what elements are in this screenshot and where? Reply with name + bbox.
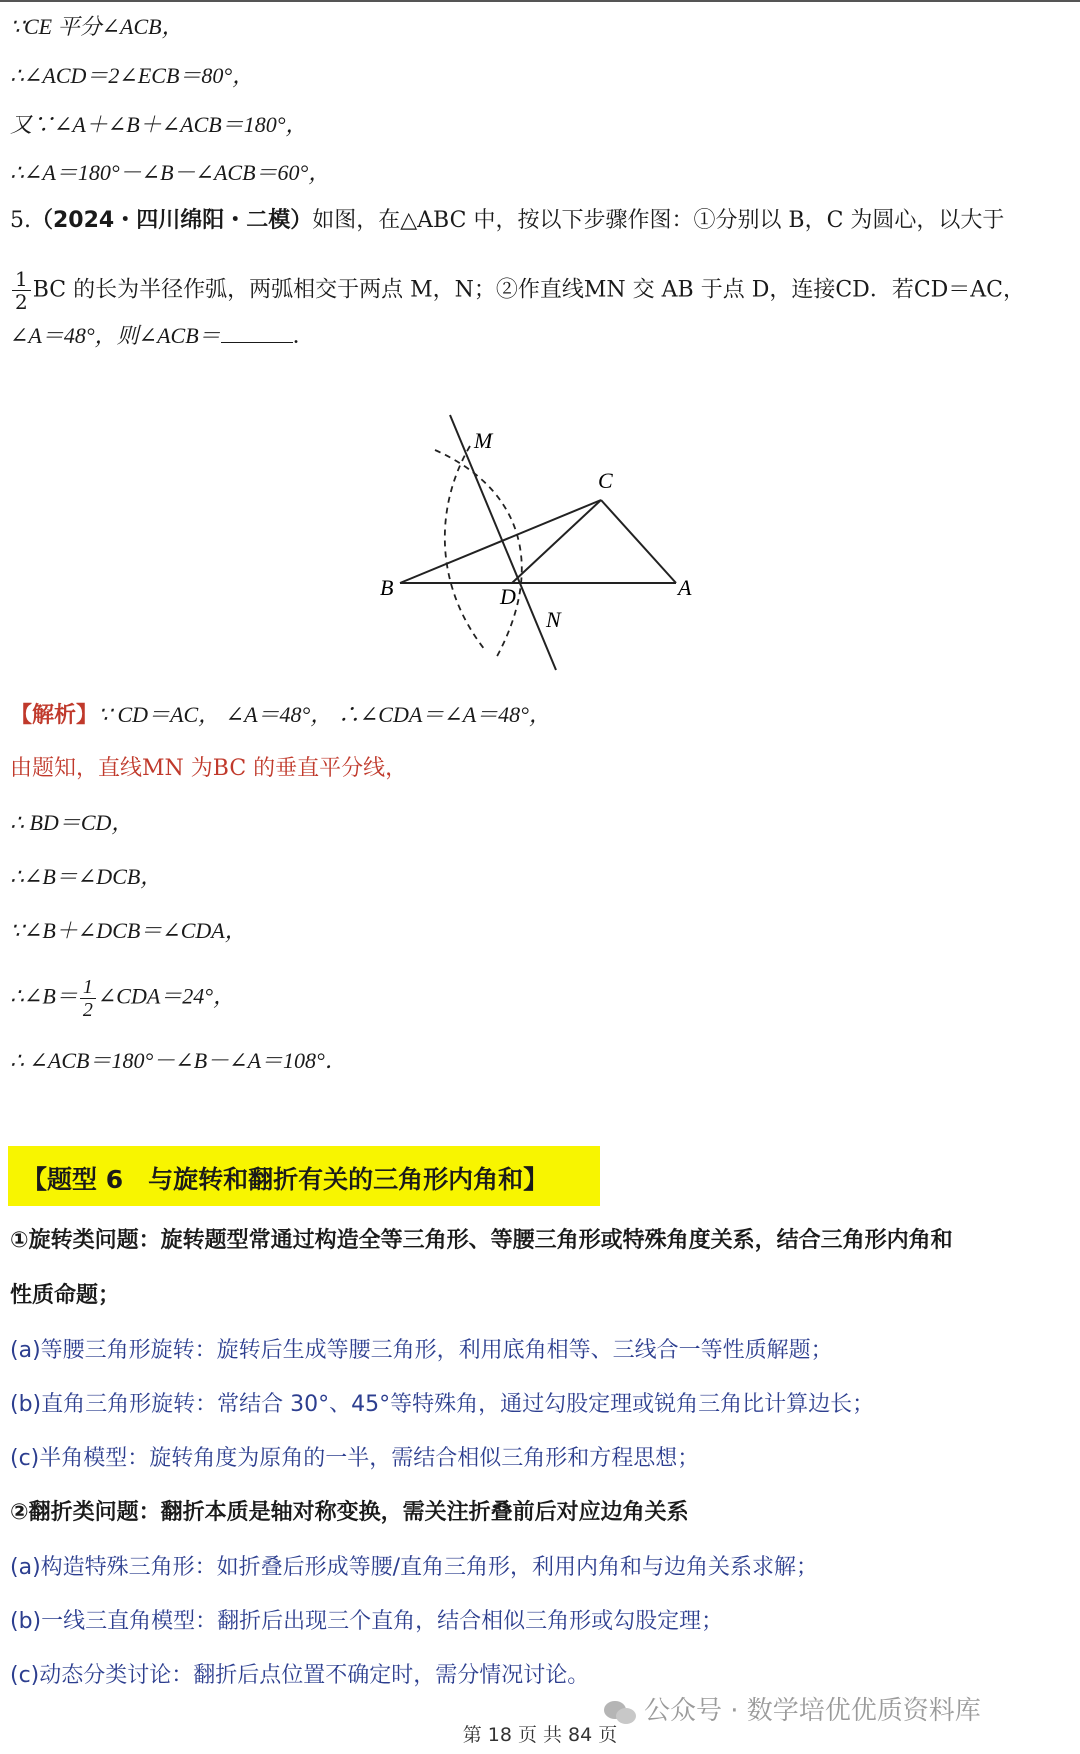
solution-half-fraction: $\frac{1}{2}$ [80, 976, 96, 1021]
label-c: C [598, 468, 613, 493]
folding-item-b: (b)一线三直角模型：翻折后出现三个直角，结合相似三角形或勾股定理； [10, 1609, 724, 1634]
proof-line-1: ∵CE 平分∠ACB， [10, 14, 184, 39]
segment-ca [601, 500, 676, 583]
label-a: A [678, 575, 692, 600]
problem-text-2: BC 的长为半径作弧，两弧相交于两点 M，N；②作直线MN 交 AB 于点 D，连接CD．若CD＝AC， [32, 277, 1026, 303]
arc-from-c [445, 446, 485, 650]
problem-5-line-1 [10, 206, 1004, 236]
segment-bc [400, 500, 601, 583]
label-m: M [474, 428, 493, 453]
rotation-item-a: (a)等腰三角形旋转：旋转后生成等腰三角形，利用底角相等、三线合一等性质解题； [10, 1338, 833, 1363]
rotation-intro-2: 性质命题； [10, 1283, 121, 1308]
problem-number: 5. [10, 208, 31, 233]
problem-source: （2024・四川绵阳・二模） [31, 208, 313, 233]
section-title: 【题型 6 与旋转和翻折有关的三角形内角和】 [22, 1165, 549, 1194]
folding-item-c: (c)动态分类讨论：翻折后点位置不确定时，需分情况讨论。 [10, 1663, 590, 1688]
segment-cd [512, 500, 601, 583]
solution-text-6a: ∴∠B＝ [10, 983, 78, 1009]
watermark-text: 公众号 · 数学培优优质资料库 [644, 1696, 981, 1726]
solution-line-1 [10, 700, 551, 731]
half-fraction: $\frac{1}{2}$ [12, 268, 31, 313]
rotation-item-b: (b)直角三角形旋转：常结合 30°、45°等特殊角，通过勾股定理或锐角三角比计算边长； [10, 1392, 875, 1417]
section-banner [8, 1146, 600, 1206]
page-footer: 第 18 页 共 84 页 [462, 1724, 618, 1746]
solution-line-3: ∴ BD＝CD， [10, 810, 134, 835]
label-d: D [500, 584, 516, 609]
label-n: N [546, 607, 561, 632]
answer-blank [221, 322, 293, 343]
solution-line-7: ∴ ∠ACB＝180°－∠B－∠A＝108°． [10, 1048, 347, 1073]
geometry-diagram [370, 410, 710, 680]
solution-text-1: ∵ CD＝AC， ∠A＝48°， ∴∠CDA＝∠A＝48°， [98, 702, 551, 727]
rotation-item-c: (c)半角模型：旋转角度为原角的一半，需结合相似三角形和方程思想； [10, 1446, 700, 1471]
solution-line-4: ∴∠B＝∠DCB， [10, 864, 163, 889]
solution-line-2: 由题知，直线MN 为BC 的垂直平分线， [10, 756, 408, 781]
solution-line-6 [10, 976, 235, 1021]
problem-period: ． [292, 324, 315, 349]
proof-line-2: ∴∠ACD＝2∠ECB＝80°， [10, 63, 255, 88]
problem-text-1: 如图，在△ABC 中，按以下步骤作图：①分别以 B，C 为圆心，以大于 [312, 208, 1005, 233]
proof-line-3: 又∵∠A＋∠B＋∠ACB＝180°， [10, 112, 308, 137]
problem-text-3: ∠A＝48°，则∠ACB＝ [10, 323, 221, 348]
solution-line-5: ∵∠B＋∠DCB＝∠CDA， [10, 918, 247, 943]
rotation-intro-1: ①旋转类问题：旋转题型常通过构造全等三角形、等腰三角形或特殊角度关系，结合三角形内角和 [10, 1228, 953, 1253]
label-b: B [380, 575, 394, 600]
line-mn [450, 415, 556, 670]
solution-tag: 【解析】 [10, 703, 99, 728]
folding-item-a: (a)构造特殊三角形：如折叠后形成等腰/直角三角形，利用内角和与边角关系求解； [10, 1555, 819, 1580]
folding-intro: ②翻折类问题：翻折本质是轴对称变换，需关注折叠前后对应边角关系 [10, 1500, 689, 1525]
top-rule [0, 0, 1080, 2]
solution-text-6b: ∠CDA＝24°， [97, 983, 236, 1009]
problem-5-line-2 [10, 268, 1025, 313]
proof-line-4: ∴∠A＝180°－∠B－∠ACB＝60°， [10, 160, 331, 185]
problem-5-line-3 [10, 321, 315, 352]
